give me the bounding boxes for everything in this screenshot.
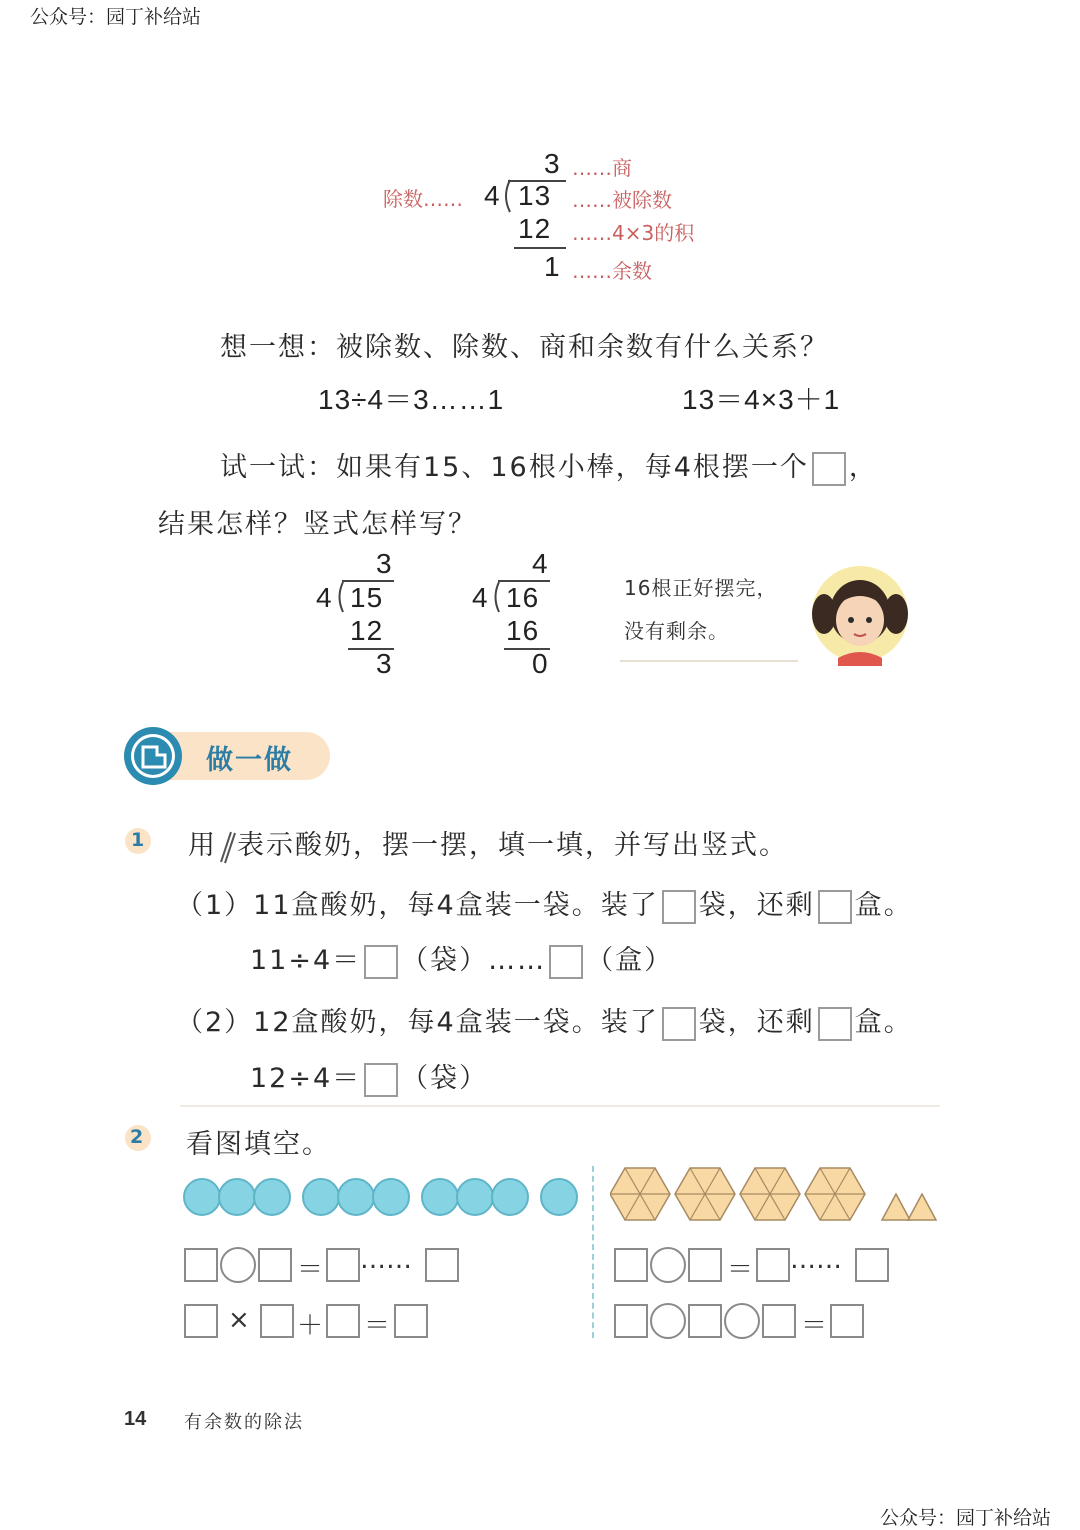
label-product: ……4×3的积 <box>572 221 695 245</box>
left-r1-box2[interactable] <box>258 1248 292 1282</box>
div15-product: 12 <box>350 615 384 646</box>
watermark-bottom: 公众号：园丁补给站 <box>880 1507 1052 1529</box>
p1-eq-box2[interactable] <box>549 945 583 979</box>
remainder: 1 <box>544 251 561 282</box>
left-r2-box1[interactable] <box>184 1304 218 1338</box>
ball <box>337 1178 375 1216</box>
p1-text-c: 盒。 <box>854 890 913 921</box>
yogurt-stroke-icon <box>217 830 237 864</box>
think-eq2: 13＝4×3＋1 <box>682 384 841 415</box>
left-r2-times: × <box>228 1305 250 1335</box>
p1-text-b: 袋，还剩 <box>698 890 815 921</box>
div15-bracket <box>334 580 346 614</box>
girl-avatar <box>810 562 910 666</box>
left-r2-plus: ＋ <box>297 1311 324 1341</box>
p1-eq-b: （袋）…… <box>401 945 547 976</box>
right-r2-box2[interactable] <box>688 1304 722 1338</box>
ball <box>421 1178 459 1216</box>
div16-remainder: 0 <box>532 648 549 679</box>
div16-product: 16 <box>506 615 540 646</box>
left-r2-box2[interactable] <box>260 1304 294 1338</box>
p1-bags-box[interactable] <box>662 890 696 924</box>
hexagons-figure <box>610 1166 940 1224</box>
ball <box>372 1178 410 1216</box>
p2-eq-box1[interactable] <box>364 1063 398 1097</box>
div15-dividend: 15 <box>350 582 384 613</box>
div16-bracket <box>490 580 502 614</box>
intro-b: 表示酸奶，摆一摆，填一填，并写出竖式。 <box>237 830 788 861</box>
dividend: 13 <box>518 180 552 211</box>
p2-left-box[interactable] <box>818 1007 852 1041</box>
quotient: 3 <box>544 148 561 179</box>
right-r1-box4[interactable] <box>855 1248 889 1282</box>
right-r2-box4[interactable] <box>830 1304 864 1338</box>
right-r1-op-circle[interactable] <box>650 1247 686 1283</box>
section-icon <box>122 725 184 787</box>
ball <box>540 1178 578 1216</box>
right-r1-dots: …… <box>790 1245 842 1275</box>
label-divisor: 除数…… <box>383 187 463 211</box>
right-r2-box1[interactable] <box>614 1304 648 1338</box>
label-quotient: ……商 <box>572 156 632 180</box>
right-r2-equals: ＝ <box>801 1311 828 1341</box>
try-line1 <box>220 445 878 486</box>
ball <box>183 1178 221 1216</box>
p2-text-b: 袋，还剩 <box>698 1007 815 1038</box>
exercise2-number: 2 <box>130 1126 144 1148</box>
left-r1-equals: ＝ <box>297 1255 324 1285</box>
p1-left-box[interactable] <box>818 890 852 924</box>
left-r2-box3[interactable] <box>326 1304 360 1338</box>
divider <box>180 1105 940 1107</box>
div16-quotient: 4 <box>532 548 549 579</box>
speech-line1: 16根正好摆完， <box>624 576 778 600</box>
exercise2-title: 看图填空。 <box>186 1129 331 1160</box>
p2-eq-a: 12÷4＝ <box>250 1063 362 1094</box>
try-line2: 结果怎样？竖式怎样写？ <box>158 509 477 540</box>
p1-eq-a: 11÷4＝ <box>250 945 362 976</box>
column-divider <box>592 1166 594 1338</box>
right-r1-box2[interactable] <box>688 1248 722 1282</box>
div15-divisor: 4 <box>316 582 333 613</box>
p1-text-a: （1）11盒酸奶，每4盒装一袋。装了 <box>176 890 659 921</box>
p1-eq-c: （盒） <box>586 945 674 976</box>
product: 12 <box>518 213 552 244</box>
p2-text-c: 盒。 <box>854 1007 913 1038</box>
division-bracket <box>500 178 514 214</box>
try-text: 试一试：如果有15、16根小棒，每4根摆一个 <box>220 452 809 483</box>
ex1-p2-eq <box>250 1056 488 1097</box>
ex1-p2 <box>176 1000 913 1041</box>
ball <box>456 1178 494 1216</box>
p2-eq-b: （袋） <box>401 1063 489 1094</box>
speech-line2: 没有剩余。 <box>624 619 729 643</box>
ball <box>491 1178 529 1216</box>
think-eq1: 13÷4＝3……1 <box>318 384 505 415</box>
ball <box>302 1178 340 1216</box>
ball <box>218 1178 256 1216</box>
intro-a: 用 <box>188 830 217 861</box>
watermark-top: 公众号：园丁补给站 <box>30 6 202 28</box>
ball <box>253 1178 291 1216</box>
subtract-line <box>514 247 566 249</box>
try-comma: ， <box>848 452 878 483</box>
p1-eq-box1[interactable] <box>364 945 398 979</box>
speech-bubble <box>620 572 798 662</box>
divisor: 4 <box>484 180 501 211</box>
p2-text-a: （2）12盒酸奶，每4盒装一袋。装了 <box>176 1007 659 1038</box>
think-question: 想一想：被除数、除数、商和余数有什么关系？ <box>220 332 829 363</box>
left-r1-box3[interactable] <box>326 1248 360 1282</box>
div15-remainder: 3 <box>376 648 393 679</box>
ex1-p1-eq <box>250 938 673 979</box>
right-r2-op-circle1[interactable] <box>650 1303 686 1339</box>
answer-box[interactable] <box>812 452 846 486</box>
p2-bags-box[interactable] <box>662 1007 696 1041</box>
right-r1-equals: ＝ <box>727 1255 754 1285</box>
right-r1-box3[interactable] <box>756 1248 790 1282</box>
div16-dividend: 16 <box>506 582 540 613</box>
left-r1-box1[interactable] <box>184 1248 218 1282</box>
page-number: 14 <box>124 1408 147 1430</box>
ex1-p1 <box>176 883 913 924</box>
label-remainder: ……余数 <box>572 259 652 283</box>
exercise1-number: 1 <box>131 829 145 851</box>
chapter-title: 有余数的除法 <box>184 1412 304 1433</box>
left-r1-op-circle[interactable] <box>220 1247 256 1283</box>
div16-divisor: 4 <box>472 582 489 613</box>
right-r2-box3[interactable] <box>762 1304 796 1338</box>
div15-quotient: 3 <box>376 548 393 579</box>
label-dividend: ……被除数 <box>572 188 672 212</box>
right-r2-op-circle2[interactable] <box>724 1303 760 1339</box>
left-r1-box4[interactable] <box>425 1248 459 1282</box>
left-r2-equals: ＝ <box>364 1311 391 1341</box>
exercise1-intro <box>188 823 788 864</box>
left-r1-dots: …… <box>360 1245 412 1275</box>
right-r1-box1[interactable] <box>614 1248 648 1282</box>
section-title: 做一做 <box>206 745 293 776</box>
left-r2-box4[interactable] <box>394 1304 428 1338</box>
